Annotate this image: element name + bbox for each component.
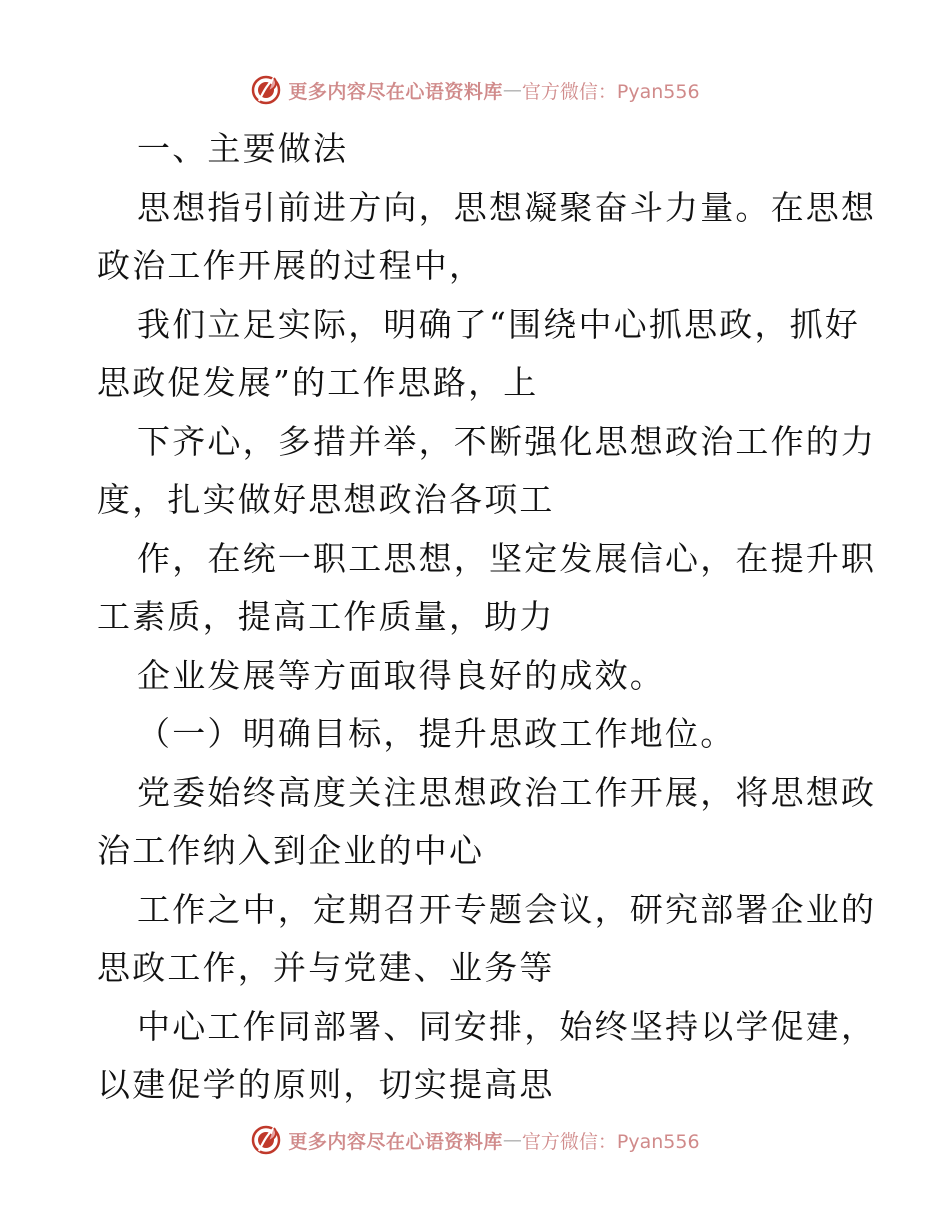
watermark-brand: 更多内容尽在心语资料库 xyxy=(288,80,503,103)
feather-quill-logo-icon xyxy=(250,1124,282,1156)
header-watermark xyxy=(0,72,950,108)
watermark-separator: — xyxy=(502,1129,522,1151)
paragraph-line: 工素质，提高工作质量，助力 xyxy=(97,597,555,636)
paragraph-line: 思想指引前进方向，思想凝聚奋斗力量。在思想 xyxy=(137,187,877,227)
watermark-separator: — xyxy=(502,79,522,101)
paragraph-line: 下齐心，多措并举，不断强化思想政治工作的力 xyxy=(137,421,877,461)
paragraph-line: 思政促发展”的工作思路，上 xyxy=(97,363,539,402)
subsection-heading: （一）明确目标，提升思政工作地位。 xyxy=(137,714,736,753)
section-heading: 一、主要做法 xyxy=(137,129,349,168)
paragraph-line: 工作之中，定期召开专题会议，研究部署企业的 xyxy=(137,889,877,929)
paragraph-line: 中心工作同部署、同安排，始终坚持以学促建， xyxy=(137,1006,877,1046)
paragraph-line: 企业发展等方面取得良好的成效。 xyxy=(137,655,665,695)
paragraph-line: 治工作纳入到企业的中心 xyxy=(97,831,485,870)
watermark-contact: 官方微信：Pyan556 xyxy=(521,80,700,103)
paragraph-line: 以建促学的原则，切实提高思 xyxy=(97,1065,555,1104)
paragraph-line: 我们立足实际，明确了“围绕中心抓思政，抓好 xyxy=(137,304,861,344)
watermark-contact: 官方微信：Pyan556 xyxy=(521,1130,700,1153)
paragraph-line: 作，在统一职工思想，坚定发展信心，在提升职 xyxy=(137,538,877,578)
paragraph-line: 党委始终高度关注思想政治工作开展，将思想政 xyxy=(137,772,877,812)
watermark-brand: 更多内容尽在心语资料库 xyxy=(288,1130,503,1153)
feather-quill-logo-icon xyxy=(250,74,282,106)
paragraph-line: 思政工作，并与党建、业务等 xyxy=(97,948,555,987)
paragraph-line: 政治工作开展的过程中， xyxy=(97,246,485,285)
paragraph-line: 度，扎实做好思想政治各项工 xyxy=(97,480,555,519)
document-body xyxy=(97,120,877,1115)
footer-watermark xyxy=(0,1122,950,1158)
